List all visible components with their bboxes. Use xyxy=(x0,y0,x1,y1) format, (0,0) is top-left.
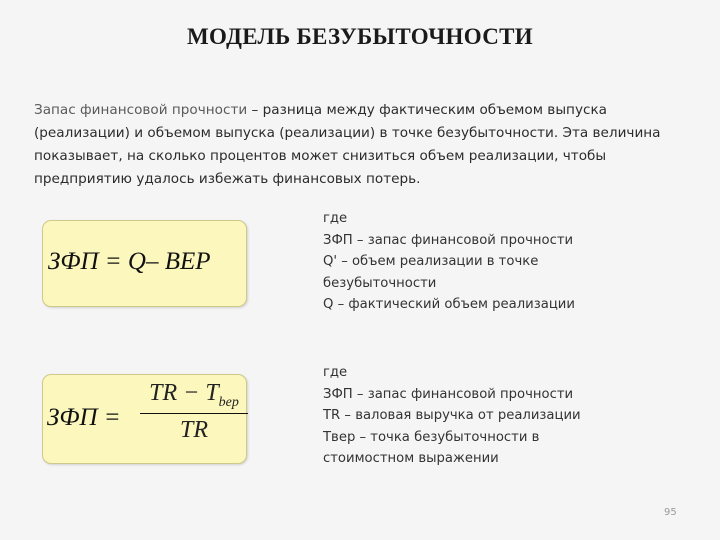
fraction-denominator: TR xyxy=(179,417,208,444)
formula-2-fraction xyxy=(140,380,248,444)
legend-line: ЗФП – запас финансовой прочности xyxy=(323,386,574,402)
page-number: 95 xyxy=(664,507,677,518)
formula-1-legend xyxy=(323,208,663,316)
slide-title: МОДЕЛЬ БЕЗУБЫТОЧНОСТИ xyxy=(187,24,533,49)
formula-1: ЗФП = Q– BEP xyxy=(48,248,211,275)
formula-2-lhs: ЗФП = xyxy=(47,404,121,431)
legend-line: безубыточности xyxy=(323,275,437,291)
numerator-main: TR − T xyxy=(149,380,219,406)
formula-box-2 xyxy=(42,374,247,464)
legend-line: Q – фактический объем реализации xyxy=(323,297,575,312)
legend-line: Q' – объем реализации в точке xyxy=(323,254,539,269)
fraction-bar xyxy=(140,413,248,415)
legend-line: Tвер – точка безубыточности в xyxy=(323,429,540,445)
fraction-numerator xyxy=(140,380,248,411)
intro-text: – разница между фактическим объемом выпуска (реализации) и объемом выпуска (реализации) в точке безубыточности. Эта величина показывает, на сколько процентов может снизиться объем реализации, чтобы предприятию удалось избежать финансовых потерь. xyxy=(34,102,661,187)
formula-2-legend xyxy=(323,362,663,470)
legend-line: где xyxy=(323,365,348,380)
intro-paragraph xyxy=(34,99,699,191)
legend-line: стоимостном выражении xyxy=(323,451,499,466)
formula-box-1 xyxy=(42,220,247,307)
legend-line: TR – валовая выручка от реализации xyxy=(323,408,581,423)
legend-line: ЗФП – запас финансовой прочности xyxy=(323,232,574,248)
intro-term: Запас финансовой прочности xyxy=(34,102,248,118)
numerator-subscript: bep xyxy=(218,394,239,410)
legend-line: где xyxy=(323,211,348,226)
